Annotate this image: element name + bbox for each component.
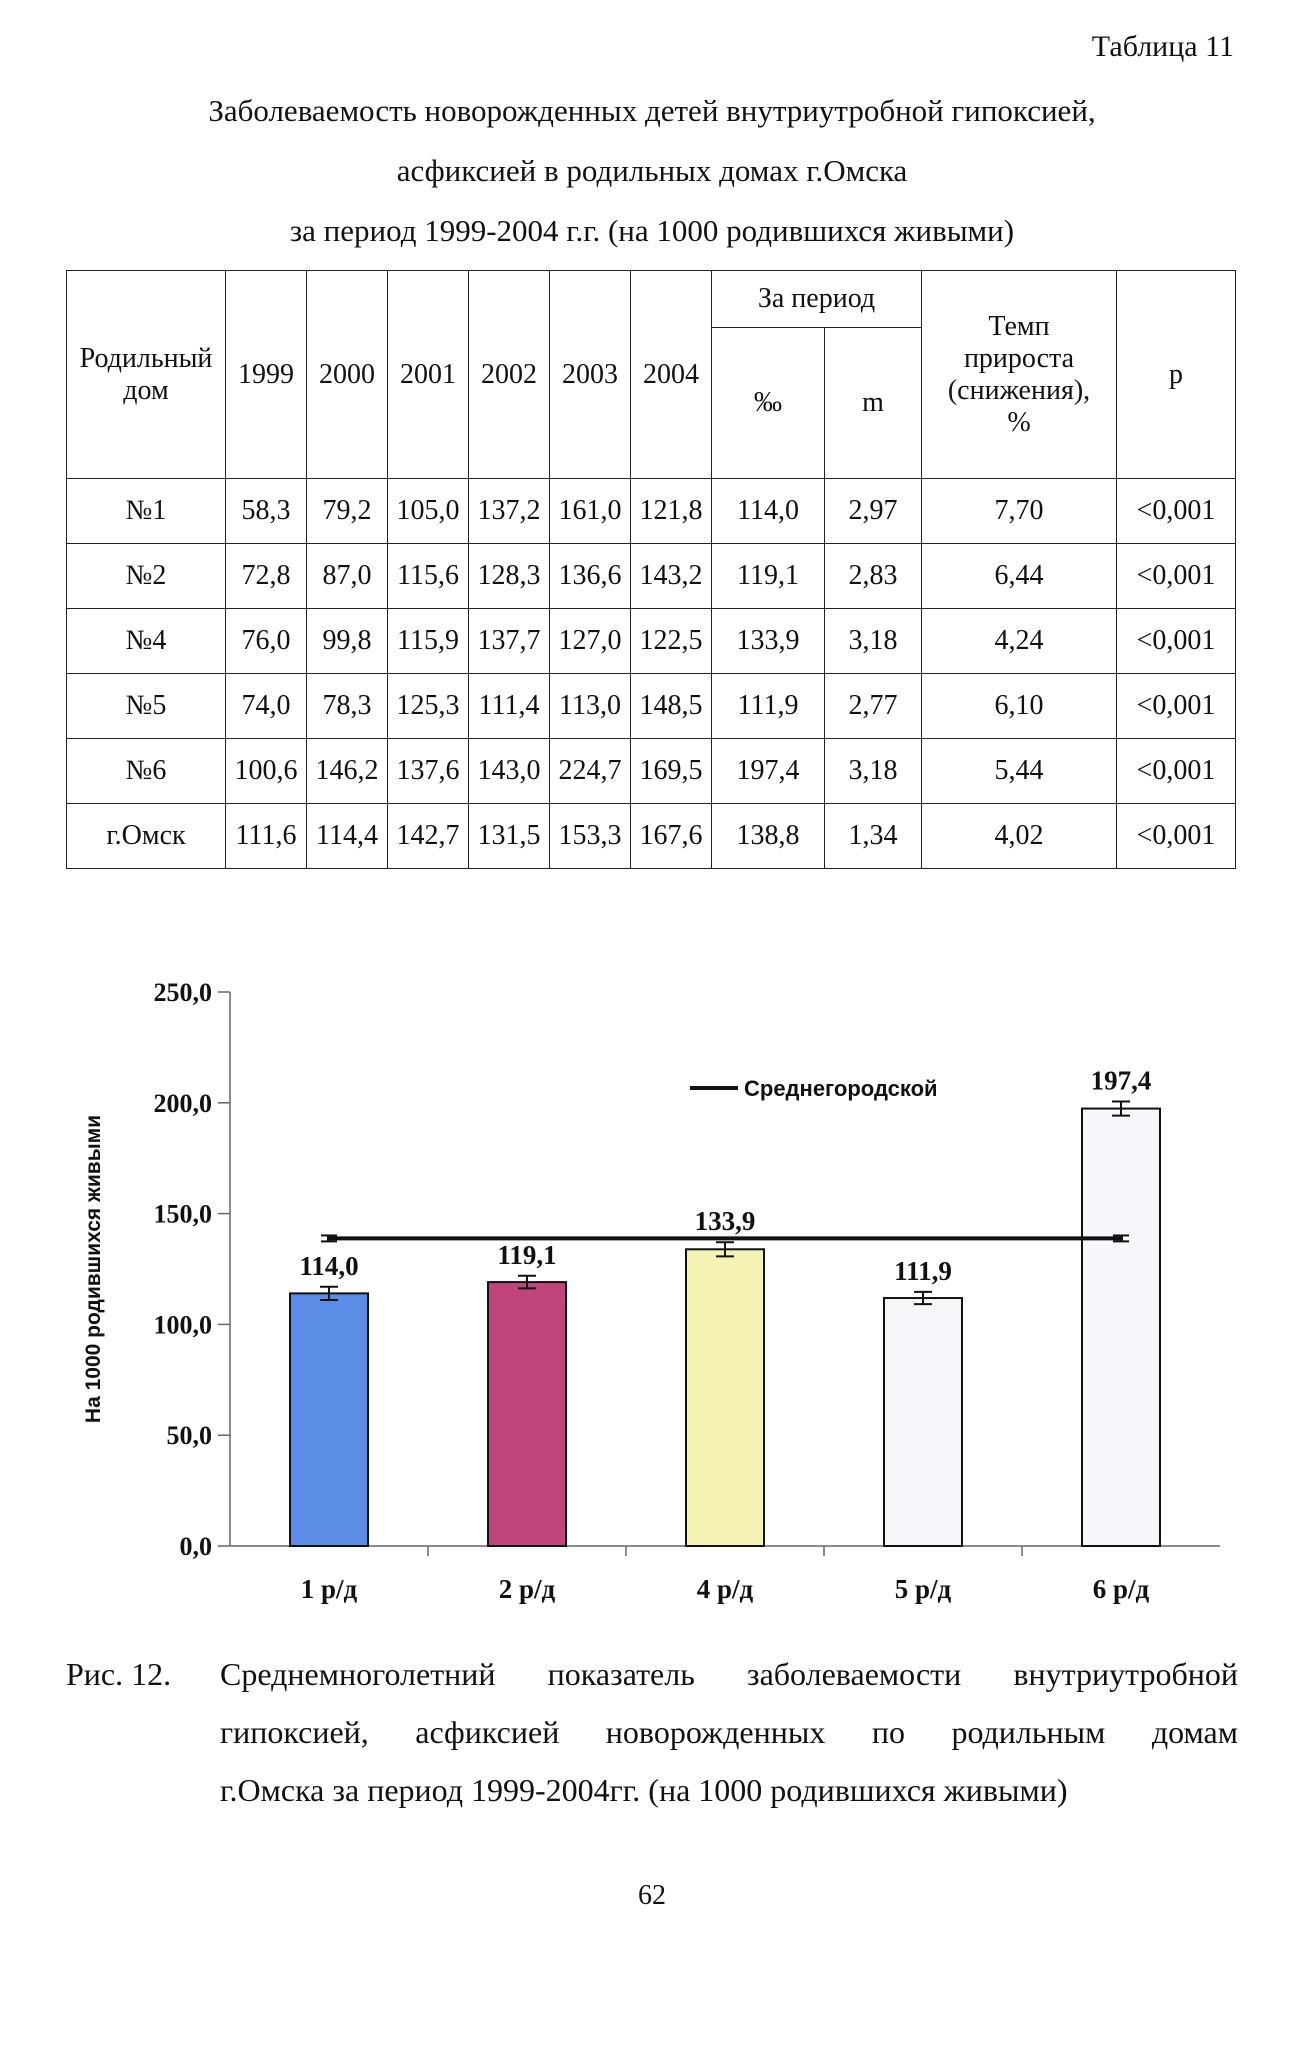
year-value-cell: 137,6 [388, 739, 469, 804]
row-label: №6 [67, 739, 226, 804]
bar-value-label: 114,0 [299, 1250, 359, 1281]
m-cell: 2,77 [825, 674, 922, 739]
growth-rate-cell: 4,02 [922, 804, 1117, 869]
figure-caption-line3: г.Омска за период 1999-2004гг. (на 1000 родившихся живыми) [220, 1772, 1068, 1808]
year-value-cell: 136,6 [550, 544, 631, 609]
header-p: p [1117, 271, 1236, 479]
header-year: 2004 [631, 271, 712, 479]
year-value-cell: 146,2 [307, 739, 388, 804]
row-label: №5 [67, 674, 226, 739]
m-cell: 1,34 [825, 804, 922, 869]
growth-rate-cell: 5,44 [922, 739, 1117, 804]
header-growth-rate-line3: (снижения), [947, 374, 1091, 406]
year-value-cell: 99,8 [307, 609, 388, 674]
row-label: г.Омск [67, 804, 226, 869]
year-value-cell: 114,4 [307, 804, 388, 869]
year-value-cell: 142,7 [388, 804, 469, 869]
year-value-cell: 143,2 [631, 544, 712, 609]
year-value-cell: 115,9 [388, 609, 469, 674]
p-cell: <0,001 [1117, 674, 1236, 739]
x-tick-label: 4 р/д [696, 1574, 754, 1604]
y-tick-label: 150,0 [153, 1199, 212, 1229]
permille-cell: 133,9 [712, 609, 825, 674]
table-label: Таблица 11 [1091, 30, 1234, 63]
table-body [67, 479, 1236, 869]
y-axis-title: На 1000 родившихся живыми [82, 1114, 105, 1424]
y-tick-label: 200,0 [153, 1088, 212, 1118]
bar-chart [60, 960, 1260, 1620]
page-number: 62 [638, 1880, 666, 1911]
row-label: №4 [67, 609, 226, 674]
figure-caption-line1: Среднемноголетний показатель заболеваемости внутриутробной [220, 1656, 1238, 1692]
header-growth-rate [922, 271, 1117, 479]
m-cell: 3,18 [825, 609, 922, 674]
year-value-cell: 167,6 [631, 804, 712, 869]
table-row [67, 739, 1236, 804]
year-value-cell: 121,8 [631, 479, 712, 544]
year-value-cell: 125,3 [388, 674, 469, 739]
p-cell: <0,001 [1117, 804, 1236, 869]
table-caption-line1: Заболеваемость новорожденных детей внутриутробной гипоксией, [208, 93, 1096, 128]
year-value-cell: 87,0 [307, 544, 388, 609]
header-m: m [825, 328, 922, 479]
header-hospital-line2: дом [123, 374, 169, 406]
header-growth-rate-line4: % [1007, 406, 1031, 438]
year-value-cell: 111,4 [469, 674, 550, 739]
header-hospital [67, 271, 226, 479]
m-cell: 3,18 [825, 739, 922, 804]
header-growth-rate-line1: Темп [988, 310, 1050, 342]
growth-rate-cell: 6,10 [922, 674, 1117, 739]
header-year: 2003 [550, 271, 631, 479]
header-year: 2001 [388, 271, 469, 479]
year-value-cell: 169,5 [631, 739, 712, 804]
chart-bar [290, 1293, 368, 1546]
growth-rate-cell: 4,24 [922, 609, 1117, 674]
bar-value-label: 119,1 [497, 1239, 557, 1270]
growth-rate-cell: 7,70 [922, 479, 1117, 544]
y-tick-label: 250,0 [153, 978, 212, 1007]
year-value-cell: 128,3 [469, 544, 550, 609]
chart-bar [884, 1298, 962, 1546]
chart-svg [60, 960, 1260, 1620]
m-cell: 2,97 [825, 479, 922, 544]
header-period: За период [712, 271, 922, 328]
p-cell: <0,001 [1117, 609, 1236, 674]
table-caption-line2: асфиксией в родильных домах г.Омска [396, 153, 908, 188]
table-row [67, 804, 1236, 869]
year-value-cell: 161,0 [550, 479, 631, 544]
row-label: №1 [67, 479, 226, 544]
year-value-cell: 143,0 [469, 739, 550, 804]
bar-value-label: 197,4 [1090, 1065, 1152, 1096]
year-value-cell: 115,6 [388, 544, 469, 609]
x-tick-label: 6 р/д [1092, 1574, 1150, 1604]
x-tick-label: 1 р/д [300, 1574, 358, 1604]
year-value-cell: 131,5 [469, 804, 550, 869]
year-value-cell: 113,0 [550, 674, 631, 739]
year-value-cell: 137,2 [469, 479, 550, 544]
header-year: 1999 [226, 271, 307, 479]
legend-label: Среднегородской [744, 1076, 938, 1101]
year-value-cell: 78,3 [307, 674, 388, 739]
x-tick-label: 5 р/д [894, 1574, 952, 1604]
figure-caption-line2: гипоксией, асфиксией новорожденных по родильным домам [220, 1714, 1238, 1750]
year-value-cell: 148,5 [631, 674, 712, 739]
year-value-cell: 100,6 [226, 739, 307, 804]
header-hospital-line1: Родильный [79, 342, 213, 374]
year-value-cell: 111,6 [226, 804, 307, 869]
year-value-cell: 153,3 [550, 804, 631, 869]
chart-bar [686, 1249, 764, 1546]
year-value-cell: 105,0 [388, 479, 469, 544]
x-tick-label: 2 р/д [498, 1574, 556, 1604]
permille-cell: 119,1 [712, 544, 825, 609]
bar-value-label: 111,9 [894, 1255, 952, 1286]
morbidity-table [66, 270, 1236, 869]
year-value-cell: 122,5 [631, 609, 712, 674]
permille-cell: 197,4 [712, 739, 825, 804]
growth-rate-cell: 6,44 [922, 544, 1117, 609]
y-tick-label: 0,0 [179, 1532, 212, 1561]
table-row [67, 674, 1236, 739]
year-value-cell: 137,7 [469, 609, 550, 674]
p-cell: <0,001 [1117, 739, 1236, 804]
y-tick-label: 100,0 [153, 1310, 212, 1340]
header-growth-rate-line2: прироста [963, 342, 1075, 374]
year-value-cell: 76,0 [226, 609, 307, 674]
chart-bar [1082, 1109, 1160, 1546]
permille-cell: 138,8 [712, 804, 825, 869]
year-value-cell: 74,0 [226, 674, 307, 739]
y-tick-label: 50,0 [166, 1421, 212, 1451]
header-permille: ‰ [712, 328, 825, 479]
bar-value-label: 133,9 [694, 1206, 756, 1237]
table-row [67, 609, 1236, 674]
permille-cell: 114,0 [712, 479, 825, 544]
year-value-cell: 72,8 [226, 544, 307, 609]
table-row [67, 544, 1236, 609]
row-label: №2 [67, 544, 226, 609]
year-value-cell: 127,0 [550, 609, 631, 674]
m-cell: 2,83 [825, 544, 922, 609]
p-cell: <0,001 [1117, 479, 1236, 544]
chart-bar [488, 1282, 566, 1546]
table-caption-line3: за период 1999-2004 г.г. (на 1000 родившихся живыми) [289, 213, 1015, 248]
year-value-cell: 79,2 [307, 479, 388, 544]
permille-cell: 111,9 [712, 674, 825, 739]
figure-number: Рис. 12. [66, 1656, 172, 1692]
year-value-cell: 224,7 [550, 739, 631, 804]
p-cell: <0,001 [1117, 544, 1236, 609]
year-value-cell: 58,3 [226, 479, 307, 544]
table-row [67, 479, 1236, 544]
header-year: 2000 [307, 271, 388, 479]
header-year: 2002 [469, 271, 550, 479]
